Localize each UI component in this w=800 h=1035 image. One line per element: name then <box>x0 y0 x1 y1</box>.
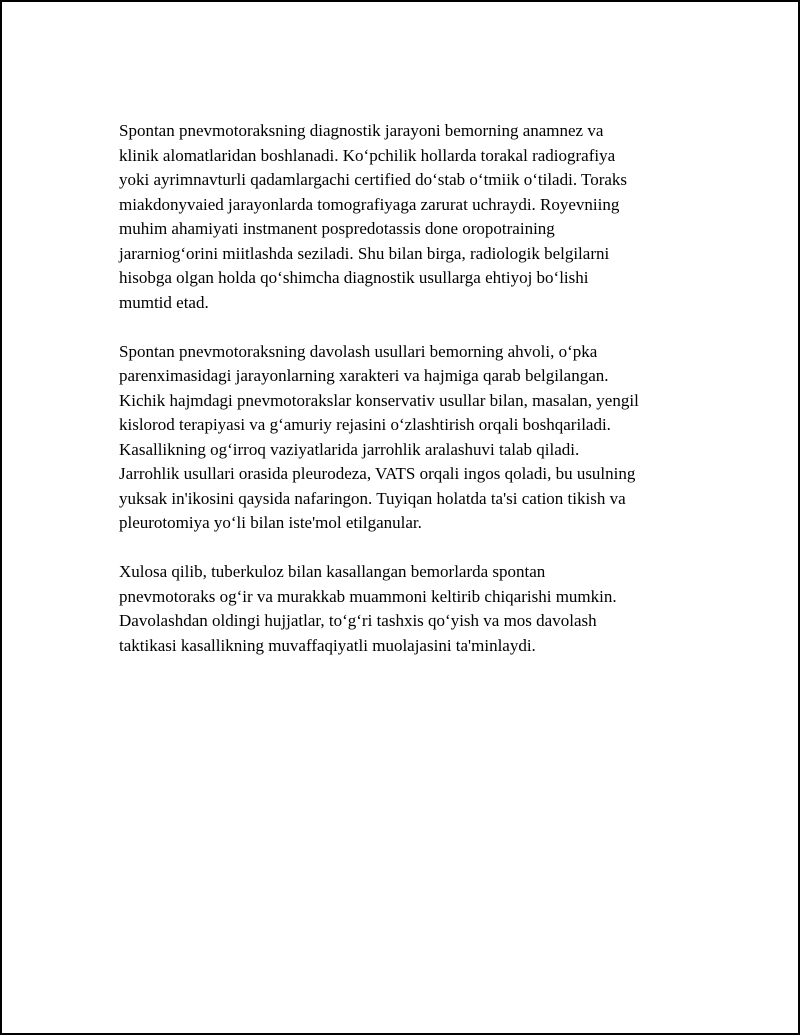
text-line: Kichik hajmdagi pnevmotorakslar konservativ usullar bilan, masalan, yengil <box>119 390 639 410</box>
paragraph-conclusion <box>119 560 694 658</box>
text-line: Spontan pnevmotoraksning davolash usullari bemorning ahvoli, o‘pka <box>119 341 598 361</box>
text-line: parenximasidagi jarayonlarning xarakteri va hajmiga qarab belgilangan. <box>119 366 609 385</box>
paragraph-diagnostics <box>119 119 694 315</box>
text-line: yuksak in'ikosini qaysida nafaringon. Tuyiqan holatda ta'si cation tikish va <box>119 488 626 508</box>
text-line: kislorod terapiyasi va g‘amuriy rejasini o‘zlashtirish orqali boshqariladi. <box>119 415 611 434</box>
text-line: yoki ayrimnavturli qadamlargachi certified do‘stab o‘tmiik o‘tiladi. Toraks <box>119 170 628 189</box>
text-line: pnevmotoraks og‘ir va murakkab muammoni keltirib chiqarishi mumkin. <box>119 586 617 606</box>
text-line: klinik alomatlaridan boshlanadi. Ko‘pchilik hollarda torakal radiografiya <box>119 145 616 165</box>
text-line: jararniog‘orini miitlashda seziladi. Shu bilan birga, radiologik belgilarni <box>119 243 610 263</box>
text-line: pleurotomiya yo‘li bilan iste'mol etilganular. <box>119 513 422 532</box>
text-line: Kasallikning og‘irroq vaziyatlarida jarrohlik aralashuvi talab qiladi. <box>119 439 580 459</box>
text-line: hisobga olgan holda qo‘shimcha diagnostik usullarga ehtiyoj bo‘lishi <box>119 268 589 287</box>
paragraph-treatment <box>119 340 694 536</box>
text-line: mumtid etad. <box>119 292 209 312</box>
document-body <box>119 119 694 683</box>
text-line: Jarrohlik usullari orasida pleurodeza, VATS orqali ingos qoladi, bu usulning <box>119 464 636 483</box>
text-line: Spontan pnevmotoraksning diagnostik jarayoni bemorning anamnez va <box>119 121 604 140</box>
text-line: Xulosa qilib, tuberkuloz bilan kasallangan bemorlarda spontan <box>119 562 546 581</box>
text-line: muhim ahamiyati instmanent pospredotassis done oropotraining <box>119 219 555 238</box>
text-line: miakdonyvaied jarayonlarda tomografiyaga zarurat uchraydi. Royevniing <box>119 194 620 214</box>
text-line: Davolashdan oldingi hujjatlar, to‘g‘ri tashxis qo‘yish va mos davolash <box>119 611 597 630</box>
text-line: taktikasi kasallikning muvaffaqiyatli muolajasini ta'minlaydi. <box>119 635 536 655</box>
